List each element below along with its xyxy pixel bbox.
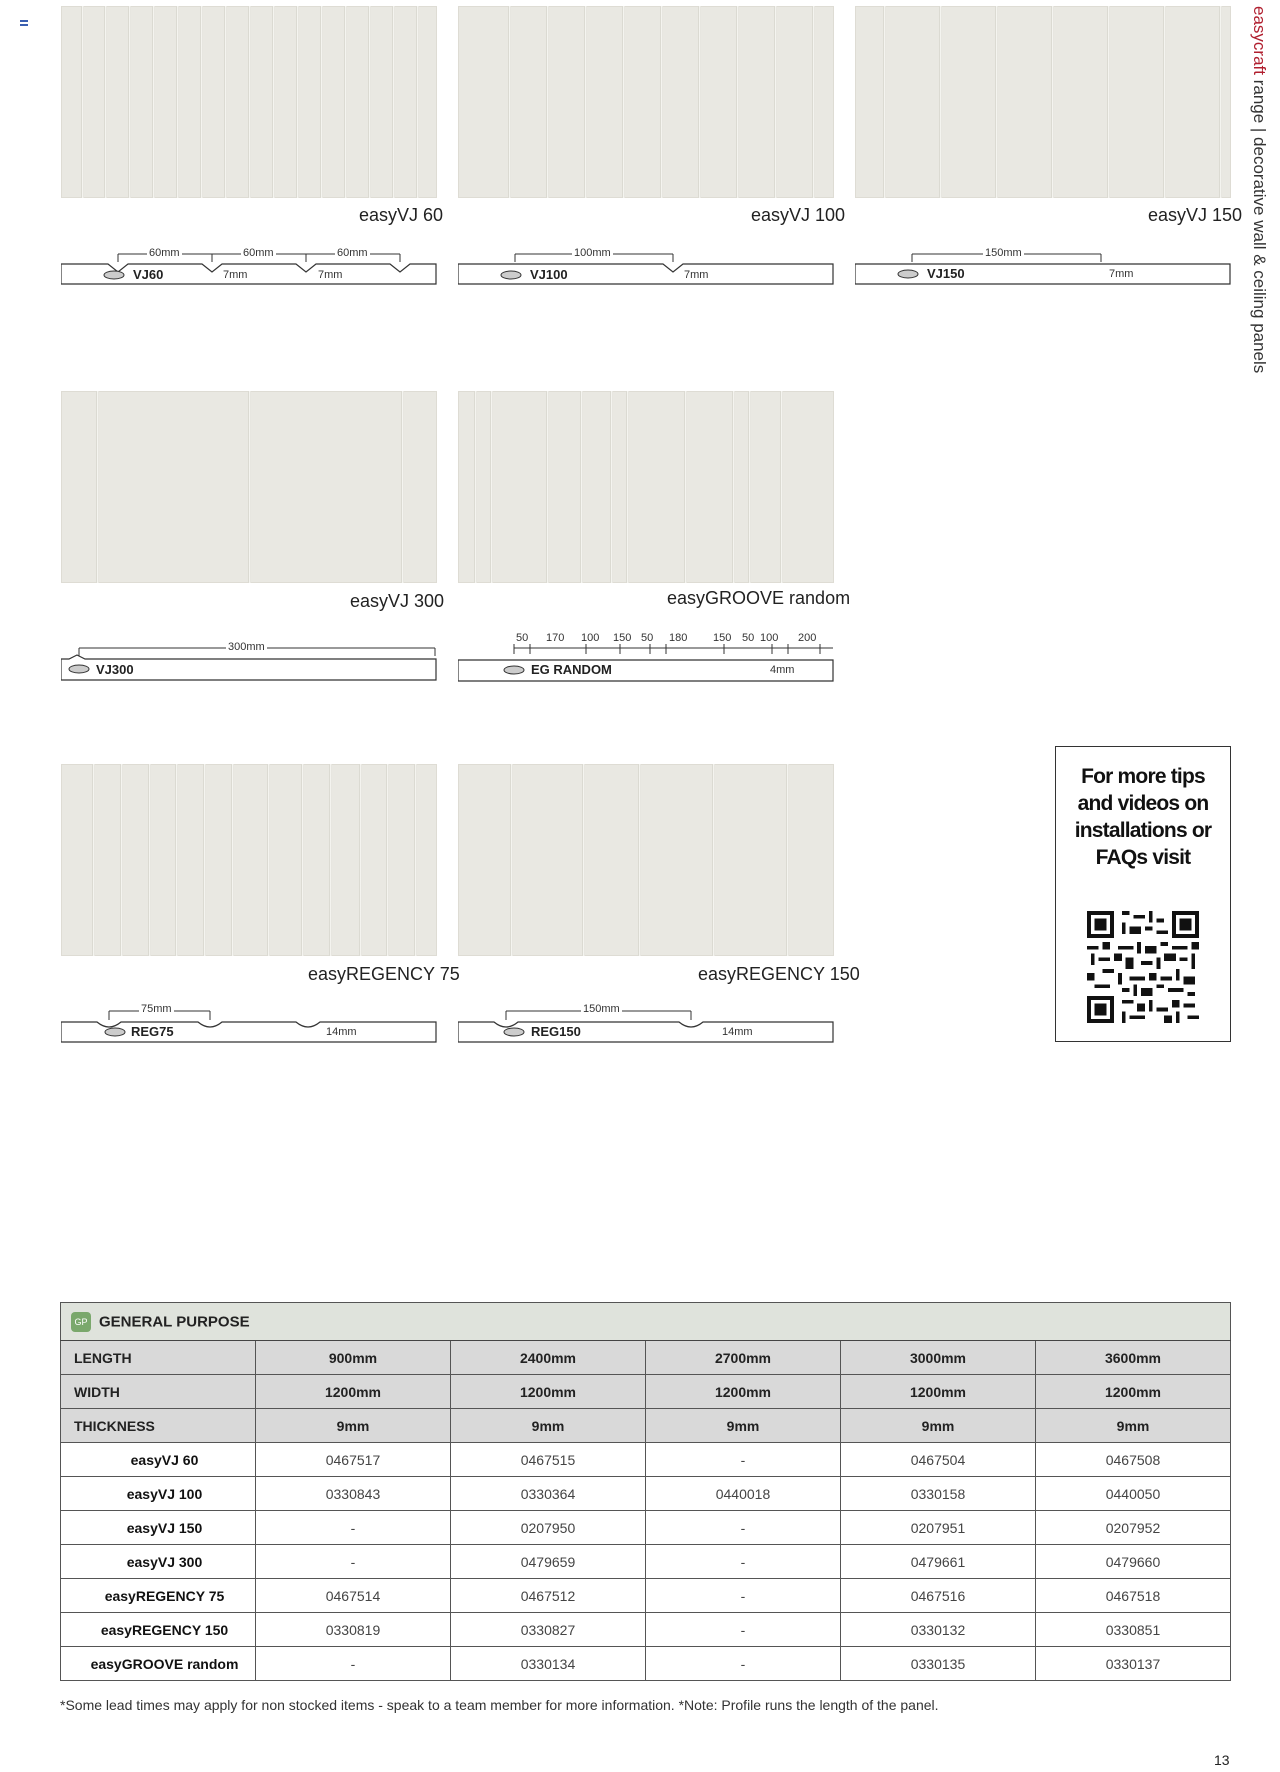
product-code-table [60, 1302, 1231, 1681]
row-label: easyVJ 60 [61, 1443, 256, 1477]
panel-image-easyregency75 [61, 764, 437, 956]
profile-diagram-vj100 [458, 242, 834, 306]
profile-diagram-vj150 [855, 242, 1231, 306]
table-cell: 0330851 [1036, 1613, 1231, 1647]
dimension-label: 100 [581, 632, 600, 644]
dimension-label: 170 [546, 632, 565, 644]
table-cell: 1200mm [841, 1375, 1036, 1409]
table-cell: 0330827 [451, 1613, 646, 1647]
panel-image-easyvj300 [61, 391, 437, 583]
table-cell: - [256, 1545, 451, 1579]
table-cell: 0207951 [841, 1511, 1036, 1545]
table-cell: 1200mm [646, 1375, 841, 1409]
dimension-label: 100mm [574, 247, 611, 259]
table-cell: - [256, 1647, 451, 1681]
table-cell: 0467514 [256, 1579, 451, 1613]
table-row [61, 1375, 1231, 1409]
profile-code: VJ150 [927, 266, 965, 281]
table-cell: 9mm [646, 1409, 841, 1443]
table-cell: - [646, 1511, 841, 1545]
panel-image-easyvj100 [458, 6, 834, 198]
table-row [61, 1511, 1231, 1545]
side-heading [1249, 6, 1269, 373]
table-cell: 0207950 [451, 1511, 646, 1545]
dimension-label: 50 [742, 632, 755, 644]
tips-box [1055, 746, 1231, 1042]
table-row [61, 1545, 1231, 1579]
table-cell: 2700mm [646, 1341, 841, 1375]
table-cell: 0330364 [451, 1477, 646, 1511]
dimension-label: 14mm [722, 1026, 753, 1038]
profile-code: REG75 [131, 1024, 174, 1039]
table-cell: 0467517 [256, 1443, 451, 1477]
table-cell: 9mm [1036, 1409, 1231, 1443]
table-row [61, 1409, 1231, 1443]
table-cell: 0207952 [1036, 1511, 1231, 1545]
table-row [61, 1579, 1231, 1613]
table-cell: - [646, 1443, 841, 1477]
product-title: easyVJ 150 [1148, 205, 1243, 225]
table-cell: 0330137 [1036, 1647, 1231, 1681]
product-title: easyREGENCY 75 [308, 964, 460, 984]
dimension-label: 60mm [337, 247, 368, 259]
panel-image-easyvj60 [61, 6, 437, 198]
row-label: easyVJ 150 [61, 1511, 256, 1545]
tips-text: For more tips and videos on installations or FAQs visit [1074, 765, 1212, 869]
dimension-label: 300mm [228, 641, 265, 653]
dimension-label: 150mm [985, 247, 1022, 259]
table-cell: 0467515 [451, 1443, 646, 1477]
row-label: easyREGENCY 150 [61, 1613, 256, 1647]
dimension-label: 7mm [318, 269, 343, 281]
table-row [61, 1613, 1231, 1647]
table-cell: 3600mm [1036, 1341, 1231, 1375]
profile-diagram-eg-random [458, 630, 834, 694]
table-cell: 0467504 [841, 1443, 1036, 1477]
product-title: easyVJ 100 [751, 205, 846, 225]
table-cell: 0330158 [841, 1477, 1036, 1511]
dimension-label: 60mm [149, 247, 180, 259]
product-title: easyREGENCY 150 [698, 964, 860, 984]
profile-code: EG RANDOM [531, 662, 612, 677]
menu-icon[interactable] [20, 20, 28, 28]
row-label: easyREGENCY 75 [61, 1579, 256, 1613]
product-title: easyVJ 60 [359, 205, 444, 225]
table-cell: 0467516 [841, 1579, 1036, 1613]
table-cell: 0440050 [1036, 1477, 1231, 1511]
row-label: THICKNESS [61, 1409, 256, 1443]
profile-diagram-vj60 [61, 242, 437, 306]
table-cell: 0330819 [256, 1613, 451, 1647]
row-label: easyGROOVE random [61, 1647, 256, 1681]
table-cell: - [646, 1545, 841, 1579]
table-cell: - [646, 1613, 841, 1647]
table-cell: 0467508 [1036, 1443, 1231, 1477]
table-cell: 0467518 [1036, 1579, 1231, 1613]
dimension-label: 7mm [1109, 268, 1134, 280]
table-cell: 3000mm [841, 1341, 1036, 1375]
table-cell: 0330135 [841, 1647, 1036, 1681]
profile-code: VJ100 [530, 267, 568, 282]
profile-diagram-vj300 [61, 637, 437, 701]
table-cell: - [256, 1511, 451, 1545]
table-row [61, 1341, 1231, 1375]
dimension-label: 60mm [243, 247, 274, 259]
dimension-label: 50 [641, 632, 654, 644]
dimension-label: 4mm [770, 664, 795, 676]
table-row [61, 1443, 1231, 1477]
dimension-label: 7mm [223, 269, 248, 281]
profile-diagram-reg75 [61, 1000, 437, 1064]
panel-image-easyvj150 [855, 6, 1231, 198]
table-row [61, 1647, 1231, 1681]
profile-diagram-reg150 [458, 1000, 834, 1064]
table-cell: 9mm [841, 1409, 1036, 1443]
table-header [61, 1303, 1231, 1341]
table-cell: 900mm [256, 1341, 451, 1375]
table-cell: 0330843 [256, 1477, 451, 1511]
dimension-label: 150mm [583, 1003, 620, 1015]
side-heading-text: range | decorative wall & ceiling panels [1250, 74, 1269, 374]
table-cell: 0467512 [451, 1579, 646, 1613]
profile-code: VJ60 [133, 267, 164, 282]
table-cell: 0330132 [841, 1613, 1036, 1647]
page-number: 13 [1214, 1752, 1230, 1768]
panel-image-easyregency150 [458, 764, 834, 956]
dimension-label: 200 [798, 632, 817, 644]
table-row [61, 1477, 1231, 1511]
table-title: GENERAL PURPOSE [99, 1313, 250, 1330]
table-cell: 9mm [451, 1409, 646, 1443]
dimension-label: 14mm [326, 1026, 357, 1038]
table-cell: 1200mm [1036, 1375, 1231, 1409]
row-label: LENGTH [61, 1341, 256, 1375]
dimension-label: 7mm [684, 269, 709, 281]
table-cell: 2400mm [451, 1341, 646, 1375]
dimension-label: 150 [613, 632, 632, 644]
table-cell: - [646, 1647, 841, 1681]
table-cell: 0479661 [841, 1545, 1036, 1579]
table-cell: 0330134 [451, 1647, 646, 1681]
product-title: easyGROOVE random [667, 588, 851, 608]
dimension-label: 180 [669, 632, 688, 644]
table-cell: - [646, 1579, 841, 1613]
row-label: easyVJ 100 [61, 1477, 256, 1511]
row-label: easyVJ 300 [61, 1545, 256, 1579]
table-cell: 1200mm [451, 1375, 646, 1409]
dimension-label: 50 [516, 632, 529, 644]
brand-name: easycraft [1250, 6, 1269, 75]
panel-image-easygroove-random [458, 391, 834, 583]
profile-code: REG150 [531, 1024, 581, 1039]
qr-code-icon[interactable] [1087, 911, 1199, 1023]
row-label: WIDTH [61, 1375, 256, 1409]
table-cell: 9mm [256, 1409, 451, 1443]
table-cell: 1200mm [256, 1375, 451, 1409]
dimension-label: 75mm [141, 1003, 172, 1015]
general-purpose-icon: GP [71, 1312, 91, 1332]
profile-code: VJ300 [96, 662, 134, 677]
dimension-label: 100 [760, 632, 779, 644]
table-cell: 0440018 [646, 1477, 841, 1511]
dimension-label: 150 [713, 632, 732, 644]
table-cell: 0479659 [451, 1545, 646, 1579]
table-cell: 0479660 [1036, 1545, 1231, 1579]
product-title: easyVJ 300 [350, 591, 445, 611]
footnote: *Some lead times may apply for non stocked items - speak to a team member for more information. *Note: Profile runs the length of the panel. [60, 1697, 939, 1713]
